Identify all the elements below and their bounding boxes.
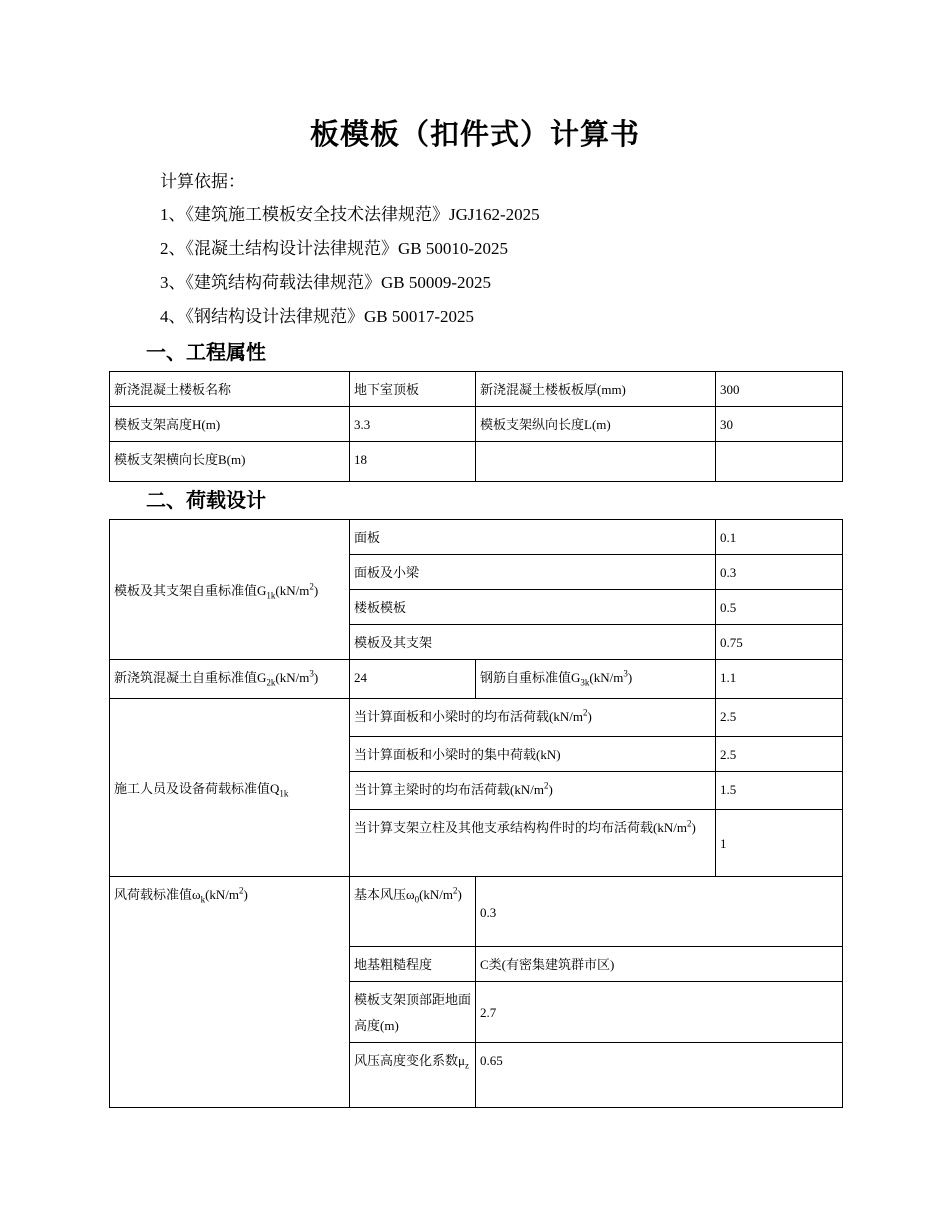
table-row <box>110 660 843 699</box>
table-cell: 楼板模板 <box>350 590 716 625</box>
table-cell <box>716 442 843 482</box>
wind-label-cell: 风荷载标准值$\omega_k(kN/m^2)$ <box>110 877 350 1108</box>
basis-item: 1、《建筑施工模板安全技术法律规范》JGJ162-2025 <box>160 205 540 224</box>
table-cell: 24 <box>350 660 476 699</box>
table-row <box>110 372 843 407</box>
table-cell: 风压高度变化系数$\mu_z$ <box>350 1043 476 1108</box>
basis-heading: 计算依据： <box>160 172 245 191</box>
table-cell: 当计算面板和小梁时的集中荷载(kN) <box>350 737 716 772</box>
table-cell: 0.75 <box>716 625 843 660</box>
table-row <box>110 520 843 555</box>
project-properties-table <box>109 371 843 482</box>
table-cell: 2.5 <box>716 699 843 737</box>
table-cell: 当计算主梁时的均布活荷载$(kN/m^2)$ <box>350 772 716 810</box>
table-cell: 模板支架高度H(m) <box>110 407 350 442</box>
table-cell: 模板支架纵向长度L(m) <box>476 407 716 442</box>
table-cell: 0.1 <box>716 520 843 555</box>
g2k-label-cell: 新浇筑混凝土自重标准值$G_{2k}(kN/m^3)$ <box>110 660 350 699</box>
table-cell: 18 <box>350 442 476 482</box>
table-cell: 面板及小梁 <box>350 555 716 590</box>
table-cell: 1.1 <box>716 660 843 699</box>
table-cell: 300 <box>716 372 843 407</box>
q1k-label-cell: 施工人员及设备荷载标准值$Q_{1k}$ <box>110 699 350 877</box>
section-heading-project: 一、工程属性 <box>146 340 266 364</box>
table-cell: 1.5 <box>716 772 843 810</box>
table-cell: 2.5 <box>716 737 843 772</box>
table-cell: 地下室顶板 <box>350 372 476 407</box>
table-cell: 模板支架横向长度B(m) <box>110 442 350 482</box>
table-cell: 基本风压$\omega_0(kN/m^2)$ <box>350 877 476 947</box>
table-cell: C类(有密集建筑群市区) <box>476 947 843 982</box>
g1k-label-cell: 模板及其支架自重标准值$G_{1k}(kN/m^2)$ <box>110 520 350 660</box>
page-title: 板模板（扣件式）计算书 <box>309 117 640 151</box>
table-cell: 2.7 <box>476 982 843 1043</box>
table-cell: 模板支架顶部距地面高度(m) <box>350 982 476 1043</box>
table-cell <box>476 442 716 482</box>
g3k-label-cell: 钢筋自重标准值$G_{3k}(kN/m^3)$ <box>476 660 716 699</box>
section-heading-load: 二、荷载设计 <box>146 488 266 512</box>
table-row <box>110 407 843 442</box>
table-cell: 新浇混凝土楼板名称 <box>110 372 350 407</box>
table-cell: 模板及其支架 <box>350 625 716 660</box>
table-cell: 面板 <box>350 520 716 555</box>
table-cell: 新浇混凝土楼板板厚(mm) <box>476 372 716 407</box>
basis-item: 2、《混凝土结构设计法律规范》GB 50010-2025 <box>160 239 509 258</box>
table-cell: 0.3 <box>716 555 843 590</box>
basis-item: 3、《建筑结构荷载法律规范》GB 50009-2025 <box>160 273 492 292</box>
table-row <box>110 442 843 482</box>
table-cell: 当计算面板和小梁时的均布活荷载$(kN/m^2)$ <box>350 699 716 737</box>
load-design-table <box>109 519 843 1108</box>
table-cell: 3.3 <box>350 407 476 442</box>
table-cell: 0.5 <box>716 590 843 625</box>
table-row <box>110 877 843 947</box>
table-cell: 地基粗糙程度 <box>350 947 476 982</box>
table-cell: 30 <box>716 407 843 442</box>
table-cell: 1 <box>716 810 843 877</box>
table-cell: 当计算支架立柱及其他支承结构构件时的均布活荷载$(kN/m^2)$ <box>350 810 716 877</box>
table-cell: 0.3 <box>476 877 843 947</box>
table-cell: 0.65 <box>476 1043 843 1108</box>
basis-item: 4、《钢结构设计法律规范》GB 50017-2025 <box>160 307 475 326</box>
table-row <box>110 699 843 737</box>
